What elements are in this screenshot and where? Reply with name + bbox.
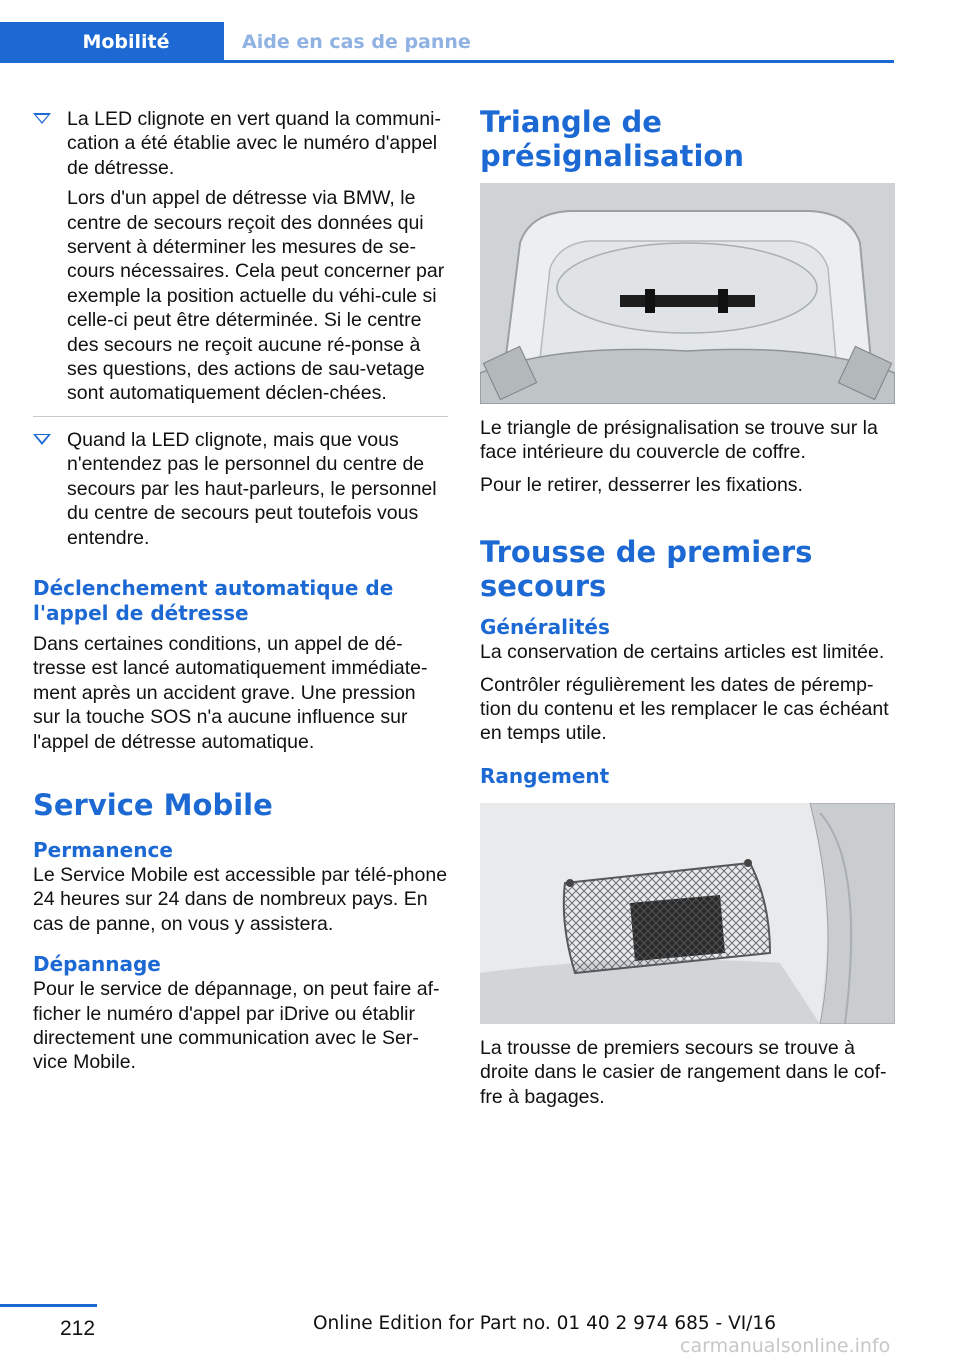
- bullet-paragraph: Lors d'un appel de détresse via BMW, le centre de secours reçoit des données qui servent à déterminer les mesures de se‐cours nécessaires. Cela peut concerner par exemple la position actuelle du véhi‐cule si celle-ci peut être déterminée. Si le centre des secours ne reçoit aucune ré‐ponse à ses questions, des actions de sau‐vetage sont automatiquement déclen‐chées.: [67, 187, 445, 405]
- paragraph-generalites-2: Contrôler régulièrement les dates de péremp‐tion du contenu et les remplacer le cas échéant en temps utile.: [480, 673, 889, 745]
- paragraph-rangement: La trousse de premiers secours se trouve à droite dans le casier de rangement dans le cof‐fre à bagages.: [480, 1036, 887, 1108]
- tab-mobilite[interactable]: Mobilité: [0, 22, 224, 62]
- bullet-paragraph: La LED clignote en vert quand la communi‐cation a été établie avec le numéro d'appel de détresse.: [67, 108, 441, 179]
- heading-service-mobile: Service Mobile: [33, 787, 273, 822]
- paragraph-triangle-removal: Pour le retirer, desserrer les fixations.: [480, 473, 803, 496]
- paragraph-generalites-1: La conservation de certains articles est limitée.: [480, 641, 885, 664]
- bullet-item: [33, 107, 448, 406]
- paragraph-permanence: Le Service Mobile est accessible par télé‐phone 24 heures sur 24 dans de nombreux pays. En cas de panne, on vous y assistera.: [33, 863, 448, 935]
- luggage-compartment-image: [480, 803, 895, 1024]
- footer-rule: [0, 1304, 97, 1307]
- paragraph-triangle-location: Le triangle de présignalisation se trouve sur la face intérieure du couvercle de coffre.: [480, 417, 878, 464]
- heading-auto-distress-call: Déclenchement automatique de l'appel de détresse: [33, 575, 394, 625]
- heading-depannage: Dépannage: [33, 952, 161, 977]
- heading-rangement: Rangement: [480, 763, 610, 788]
- watermark: carmanualsonline.info: [680, 1335, 891, 1357]
- paragraph-auto-distress-call: Dans certaines conditions, un appel de dé‐tresse est lancé automatiquement immédiate‐ment après un accident grave. Une pression sur la touche SOS n'a aucune influence sur l'appel de détresse automatique.: [33, 632, 428, 753]
- left-column: [33, 107, 448, 1075]
- header-rule: [0, 60, 894, 63]
- bullet-separator: [33, 416, 448, 417]
- tab-aide-en-cas-de-panne[interactable]: Aide en cas de panne: [224, 22, 894, 62]
- heading-trousse: Trousse de premiers secours: [480, 535, 813, 604]
- storage-net-illustration: [480, 803, 895, 1024]
- heading-permanence: Permanence: [33, 837, 173, 862]
- bullet-triangle-icon: [33, 434, 51, 445]
- heading-triangle: Triangle de présignalisation: [480, 105, 744, 173]
- trunk-lid-illustration: [480, 183, 895, 404]
- paragraph-depannage: Pour le service de dépannage, on peut faire af‐ficher le numéro d'appel par iDrive ou établir directement une communication avec le Ser‐vice Mobile.: [33, 978, 440, 1074]
- heading-generalites: Généralités: [480, 615, 610, 640]
- page-number: 212: [60, 1317, 96, 1340]
- edition-note: Online Edition for Part no. 01 40 2 974 685 - VI/16: [313, 1313, 776, 1334]
- right-column: [480, 107, 895, 1109]
- bullet-triangle-icon: [33, 113, 51, 124]
- trunk-lid-image: [480, 183, 895, 404]
- bullet-item: [33, 428, 448, 550]
- bullet-paragraph: Quand la LED clignote, mais que vous n'entendez pas le personnel du centre de secours par les haut-parleurs, le personnel du centre de secours peut toutefois vous entendre.: [67, 428, 437, 549]
